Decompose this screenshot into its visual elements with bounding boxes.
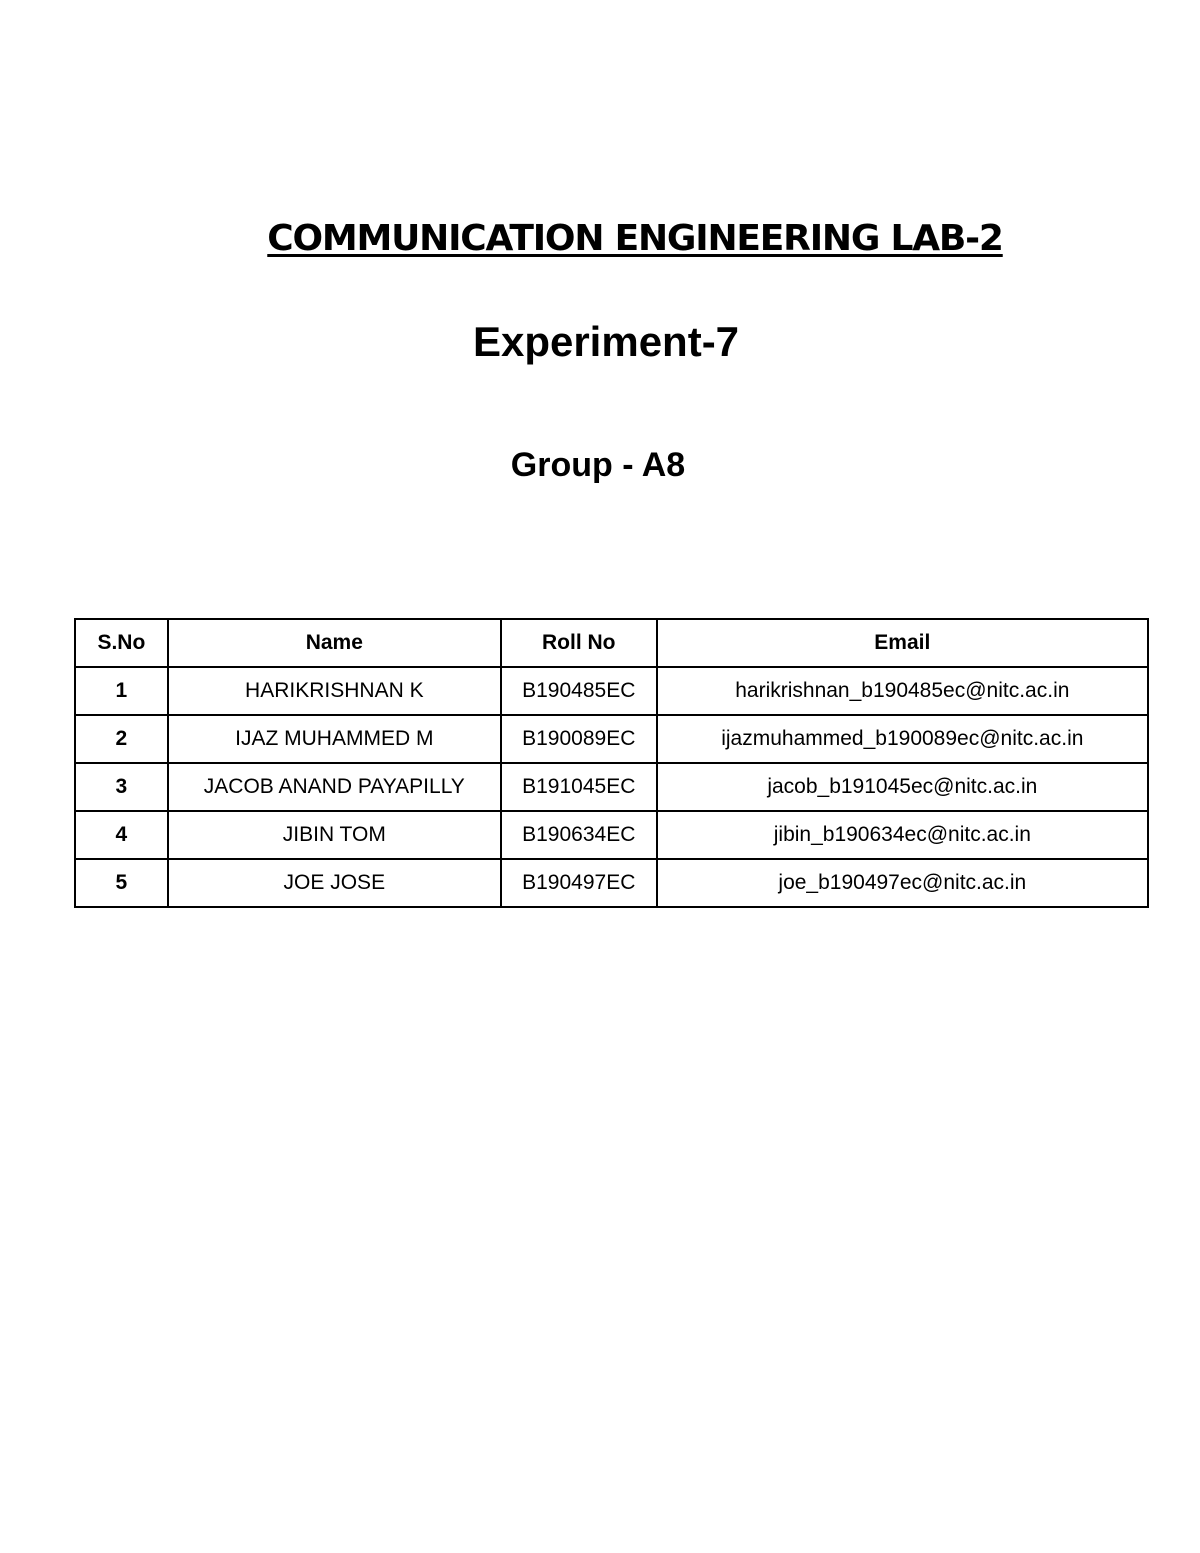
header-name: Name	[168, 619, 501, 667]
cell-sno: 3	[75, 763, 168, 811]
cell-roll-no: B190497EC	[501, 859, 657, 907]
group-heading: Group - A8	[510, 446, 686, 484]
experiment-heading: Experiment-7	[472, 318, 740, 365]
table-row	[75, 763, 1148, 811]
cell-roll-no: B191045EC	[501, 763, 657, 811]
cell-name: IJAZ MUHAMMED M	[168, 715, 501, 763]
cell-roll-no: B190634EC	[501, 811, 657, 859]
table-row	[75, 715, 1148, 763]
cell-name: HARIKRISHNAN K	[168, 667, 501, 715]
header-email: Email	[657, 619, 1148, 667]
header-roll-no: Roll No	[501, 619, 657, 667]
table-row	[75, 859, 1148, 907]
cell-email: joe_b190497ec@nitc.ac.in	[657, 859, 1148, 907]
cell-email: jacob_b191045ec@nitc.ac.in	[657, 763, 1148, 811]
cell-email: ijazmuhammed_b190089ec@nitc.ac.in	[657, 715, 1148, 763]
cell-roll-no: B190089EC	[501, 715, 657, 763]
cell-name: JOE JOSE	[168, 859, 501, 907]
cell-email: jibin_b190634ec@nitc.ac.in	[657, 811, 1148, 859]
cell-sno: 1	[75, 667, 168, 715]
cell-roll-no: B190485EC	[501, 667, 657, 715]
header-sno: S.No	[75, 619, 168, 667]
members-table	[74, 618, 1149, 908]
table-row	[75, 811, 1148, 859]
cell-name: JIBIN TOM	[168, 811, 501, 859]
cell-sno: 5	[75, 859, 168, 907]
table-header-row	[75, 619, 1148, 667]
cell-sno: 2	[75, 715, 168, 763]
cell-sno: 4	[75, 811, 168, 859]
cell-name: JACOB ANAND PAYAPILLY	[168, 763, 501, 811]
table-row	[75, 667, 1148, 715]
cell-email: harikrishnan_b190485ec@nitc.ac.in	[657, 667, 1148, 715]
page-title: COMMUNICATION ENGINEERING LAB-2	[267, 218, 1003, 259]
